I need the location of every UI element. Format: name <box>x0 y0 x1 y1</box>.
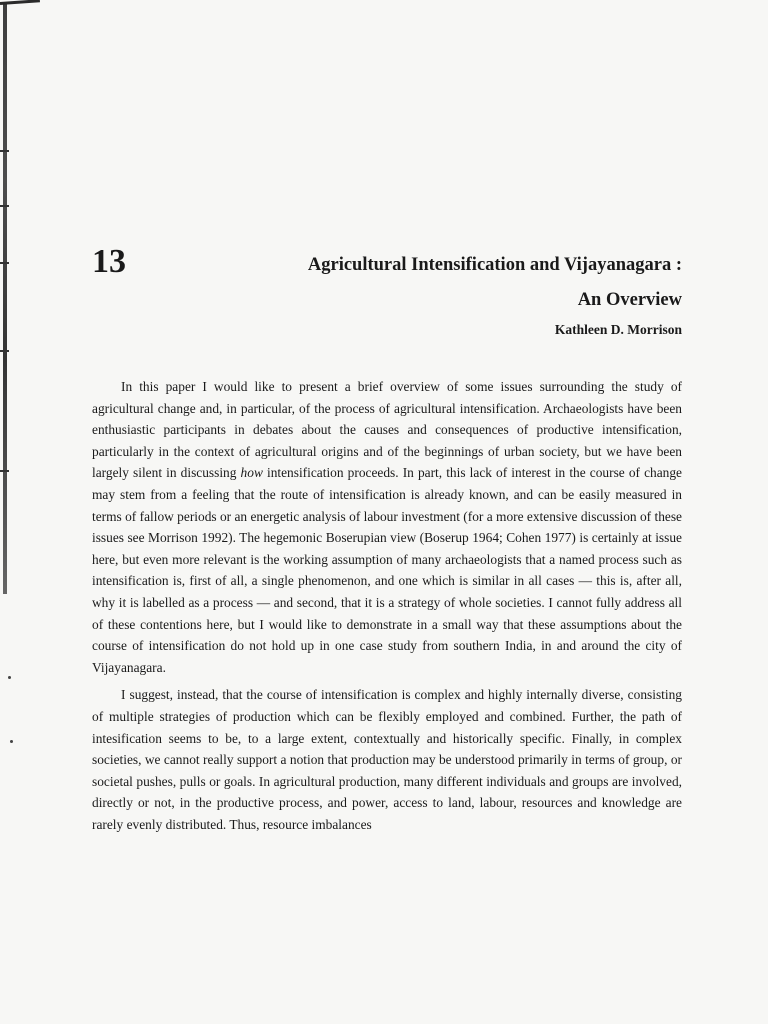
paragraph-1-text-a: In this paper I would like to present a brief overview of some issues surrounding the study of agricultural change and, in particular, of the process of agricultural intensification. Archaeologists have been enthusiastic participants in debates about the causes and consequences of productive intensification, particularly in the context of agricultural origins and of the beginnings of urban society, but we have been largely silent in discussing <box>92 379 682 481</box>
paragraph-2: I suggest, instead, that the course of intensification is complex and highly internally diverse, consisting of multiple strategies of production which can be flexibly employed and combined. Further, the path of intesification seems to be, to a large extent, contextually and historically specific. Finally, in complex societies, we cannot really support a notion that production may be understood primarily in terms of group, or societal pushes, pulls or goals. In agricultural production, many different individuals and groups are involved, directly or not, in the productive process, and power, access to land, labour, resources and knowledge are rarely evenly distributed. Thus, resource imbalances <box>92 687 682 832</box>
scan-edge-artifact <box>0 0 12 620</box>
chapter-title-line-2: An Overview <box>577 290 682 310</box>
paragraph-1 <box>92 376 682 678</box>
chapter-number: 13 <box>92 243 126 280</box>
chapter-title <box>162 248 682 318</box>
scan-notch <box>0 350 9 352</box>
scan-notch <box>0 205 9 207</box>
body-text <box>92 376 682 841</box>
scan-speck <box>10 740 13 743</box>
paragraph-1-text-b: intensification proceeds. In part, this lack of interest in the course of change may stem from a feeling that the route of intensification is already known, and can be easily measured in terms of fallow periods or an energetic analysis of labour investment (for a more extensive discussion of these issues see Morrison 1992). The hegemonic Boserupian view (Boserup 1964; Cohen 1977) is certainly at issue here, but even more relevant is the working assumption of many archaeologists that a named process such as intensification is, first of all, a single phenomenon, and one which is similar in all cases — this is, after all, why it is labelled as a process — and second, that it is a strategy of whole societies. I cannot fully address all of these contentions here, but I would like to demonstrate in a small way that these assumptions about the course of intensification do not hold up in one case study from southern India, in and around the city of Vijayanagara. <box>92 465 682 675</box>
chapter-title-line-1: Agricultural Intensification and Vijayanagara : <box>307 255 682 275</box>
scan-binding-shadow <box>3 4 7 594</box>
scan-notch <box>0 150 9 152</box>
emphasis-how: how <box>240 465 263 481</box>
scan-speck <box>8 676 11 679</box>
scan-notch <box>0 470 9 472</box>
scan-notch <box>0 262 9 264</box>
author-name: Kathleen D. Morrison <box>554 322 682 337</box>
